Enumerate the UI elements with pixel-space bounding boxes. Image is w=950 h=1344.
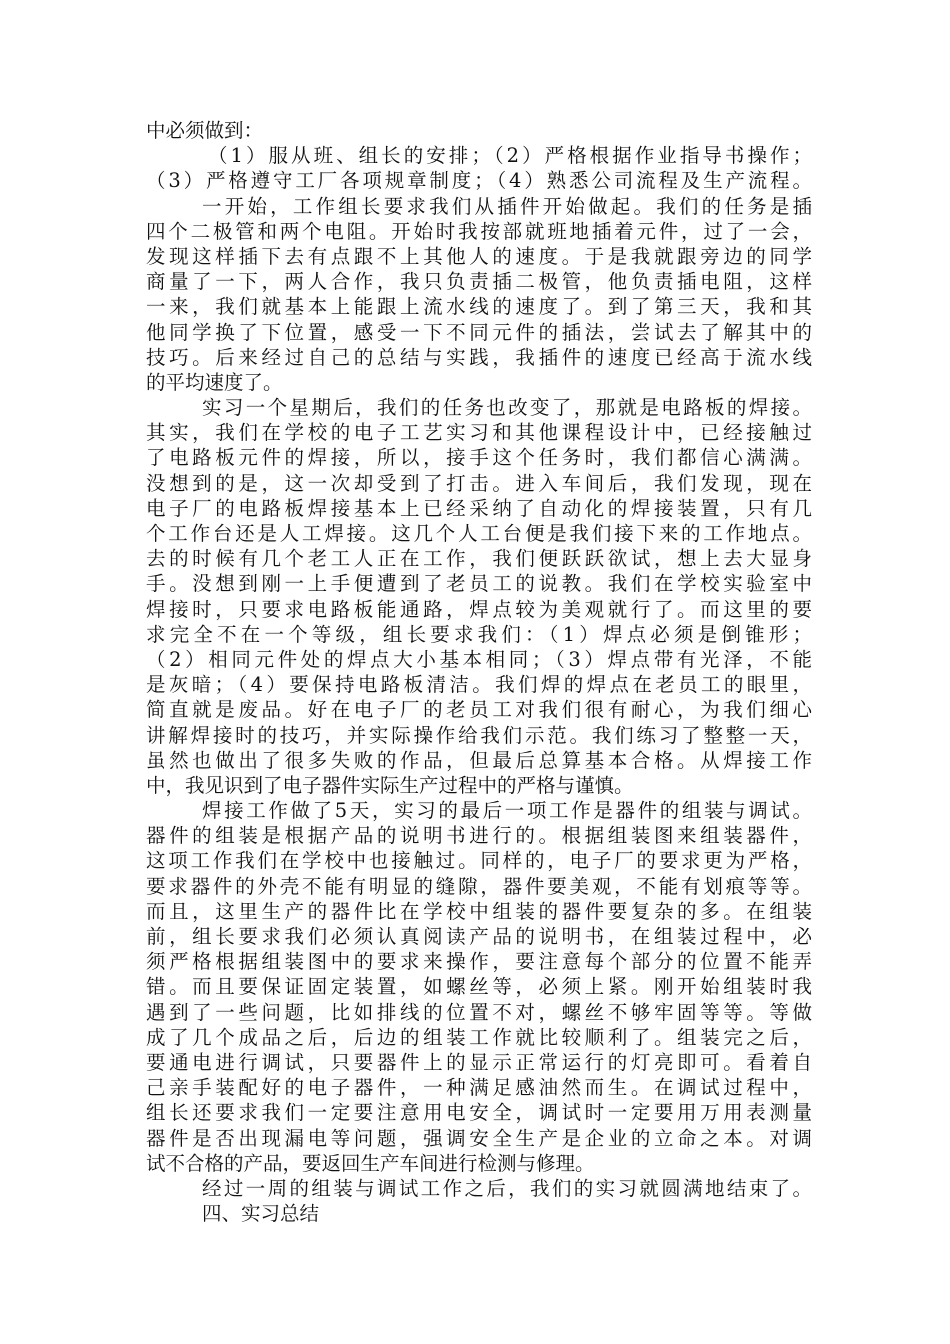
text-line: （1）服从班、组长的安排；（2）严格根据作业指导书操作；: [208, 144, 812, 168]
text-line: 要通电进行调试，只要器件上的显示正常运行的灯亮即可。看着自: [146, 1050, 812, 1074]
text-line: 简直就是废品。好在电子厂的老员工对我们很有耐心，为我们细心: [146, 698, 812, 722]
text-line: 手。没想到刚一上手便遭到了老员工的说教。我们在学校实验室中: [146, 572, 812, 596]
text-line: 是灰暗；（4）要保持电路板清洁。我们焊的焊点在老员工的眼里，: [146, 673, 812, 697]
text-line: 己亲手装配好的电子器件，一种满足感油然而生。在调试过程中，: [146, 1076, 812, 1100]
text-line: 的平均速度了。: [146, 370, 283, 394]
text-line: 讲解焊接时的技巧，并实际操作给我们示范。我们练习了整整一天，: [146, 723, 812, 747]
text-line: 个工作台还是人工焊接。这几个人工台便是我们接下来的工作地点。: [146, 522, 812, 545]
text-line: 四个二极管和两个电阻。开始时我按部就班地插着元件，过了一会，: [146, 219, 812, 243]
text-line: 中，我见识到了电子器件实际生产过程中的严格与谨慎。: [146, 773, 634, 797]
text-line: 一开始，工作组长要求我们从插件开始做起。我们的任务是插: [202, 194, 812, 218]
text-line: 一来，我们就基本上能跟上流水线的速度了。到了第三天，我和其: [146, 295, 812, 319]
text-line: 组长还要求我们一定要注意用电安全，调试时一定要用万用表测量: [146, 1101, 812, 1125]
text-line: 他同学换了下位置，感受一下不同元件的插法，尝试去了解其中的: [146, 320, 812, 344]
text-line: 遇到了一些问题，比如排线的位置不对，螺丝不够牢固等等。等做: [146, 1000, 812, 1024]
text-line: 发现这样插下去有点跟不上其他人的速度。于是我就跟旁边的同学: [146, 244, 812, 268]
text-line: 没想到的是，这一次却受到了打击。进入车间后，我们发现，现在: [146, 471, 812, 495]
text-line: 其实，我们在学校的电子工艺实习和其他课程设计中，已经接触过: [146, 421, 812, 445]
text-line: 实习一个星期后，我们的任务也改变了，那就是电路板的焊接。: [202, 396, 812, 420]
text-line: 要求器件的外壳不能有明显的缝隙，器件要美观，不能有划痕等等。: [146, 874, 812, 898]
text-line: （3）严格遵守工厂各项规章制度；（4）熟悉公司流程及生产流程。: [146, 169, 812, 193]
text-line: 求完全不在一个等级，组长要求我们：（1）焊点必须是倒锥形；: [146, 622, 812, 646]
text-line: 这项工作我们在学校中也接触过。同样的，电子厂的要求更为严格，: [146, 849, 812, 873]
document-page: [146, 118, 812, 1226]
text-line: 器件是否出现漏电等问题，强调安全生产是企业的立命之本。对调: [146, 1126, 812, 1150]
text-line: 虽然也做出了很多失败的作品，但最后总算基本合格。从焊接工作: [146, 748, 812, 772]
text-line: 试不合格的产品，要返回生产车间进行检测与修理。: [146, 1151, 595, 1175]
text-line: （2）相同元件处的焊点大小基本相同；（3）焊点带有光泽，不能: [146, 647, 812, 671]
text-line: 器件的组装是根据产品的说明书进行的。根据组装图来组装器件，: [146, 824, 812, 848]
text-line: 焊接时，只要求电路板能通路，焊点较为美观就行了。而这里的要: [146, 597, 812, 621]
text-line: 四、实习总结: [202, 1202, 320, 1226]
text-line: 技巧。后来经过自己的总结与实践，我插件的速度已经高于流水线: [146, 345, 812, 369]
text-line: 而且，这里生产的器件比在学校中组装的器件要复杂的多。在组装: [146, 899, 812, 923]
text-line: 成了几个成品之后，后边的组装工作就比较顺利了。组装完之后，: [146, 1025, 812, 1049]
text-line: 了电路板元件的焊接，所以，接手这个任务时，我们都信心满满。: [146, 446, 812, 470]
text-line: 电子厂的电路板焊接基本上已经采纳了自动化的焊接装置，只有几: [146, 496, 812, 520]
text-line: 经过一周的组装与调试工作之后，我们的实习就圆满地结束了。: [202, 1176, 812, 1200]
text-line: 中必须做到：: [146, 119, 264, 142]
text-line: 商量了一下，两人合作，我只负责插二极管，他负责插电阻，这样: [146, 270, 812, 294]
text-line: 去的时候有几个老工人正在工作，我们便跃跃欲试，想上去大显身: [146, 547, 812, 571]
text-line: 焊接工作做了5天，实习的最后一项工作是器件的组装与调试。: [202, 799, 812, 823]
text-line: 前，组长要求我们必须认真阅读产品的说明书，在组装过程中，必: [146, 925, 812, 948]
text-line: 须严格根据组装图中的要求来操作，要注意每个部分的位置不能弄: [146, 950, 812, 974]
text-line: 错。而且要保证固定装置，如螺丝等，必须上紧。刚开始组装时我: [146, 975, 812, 999]
